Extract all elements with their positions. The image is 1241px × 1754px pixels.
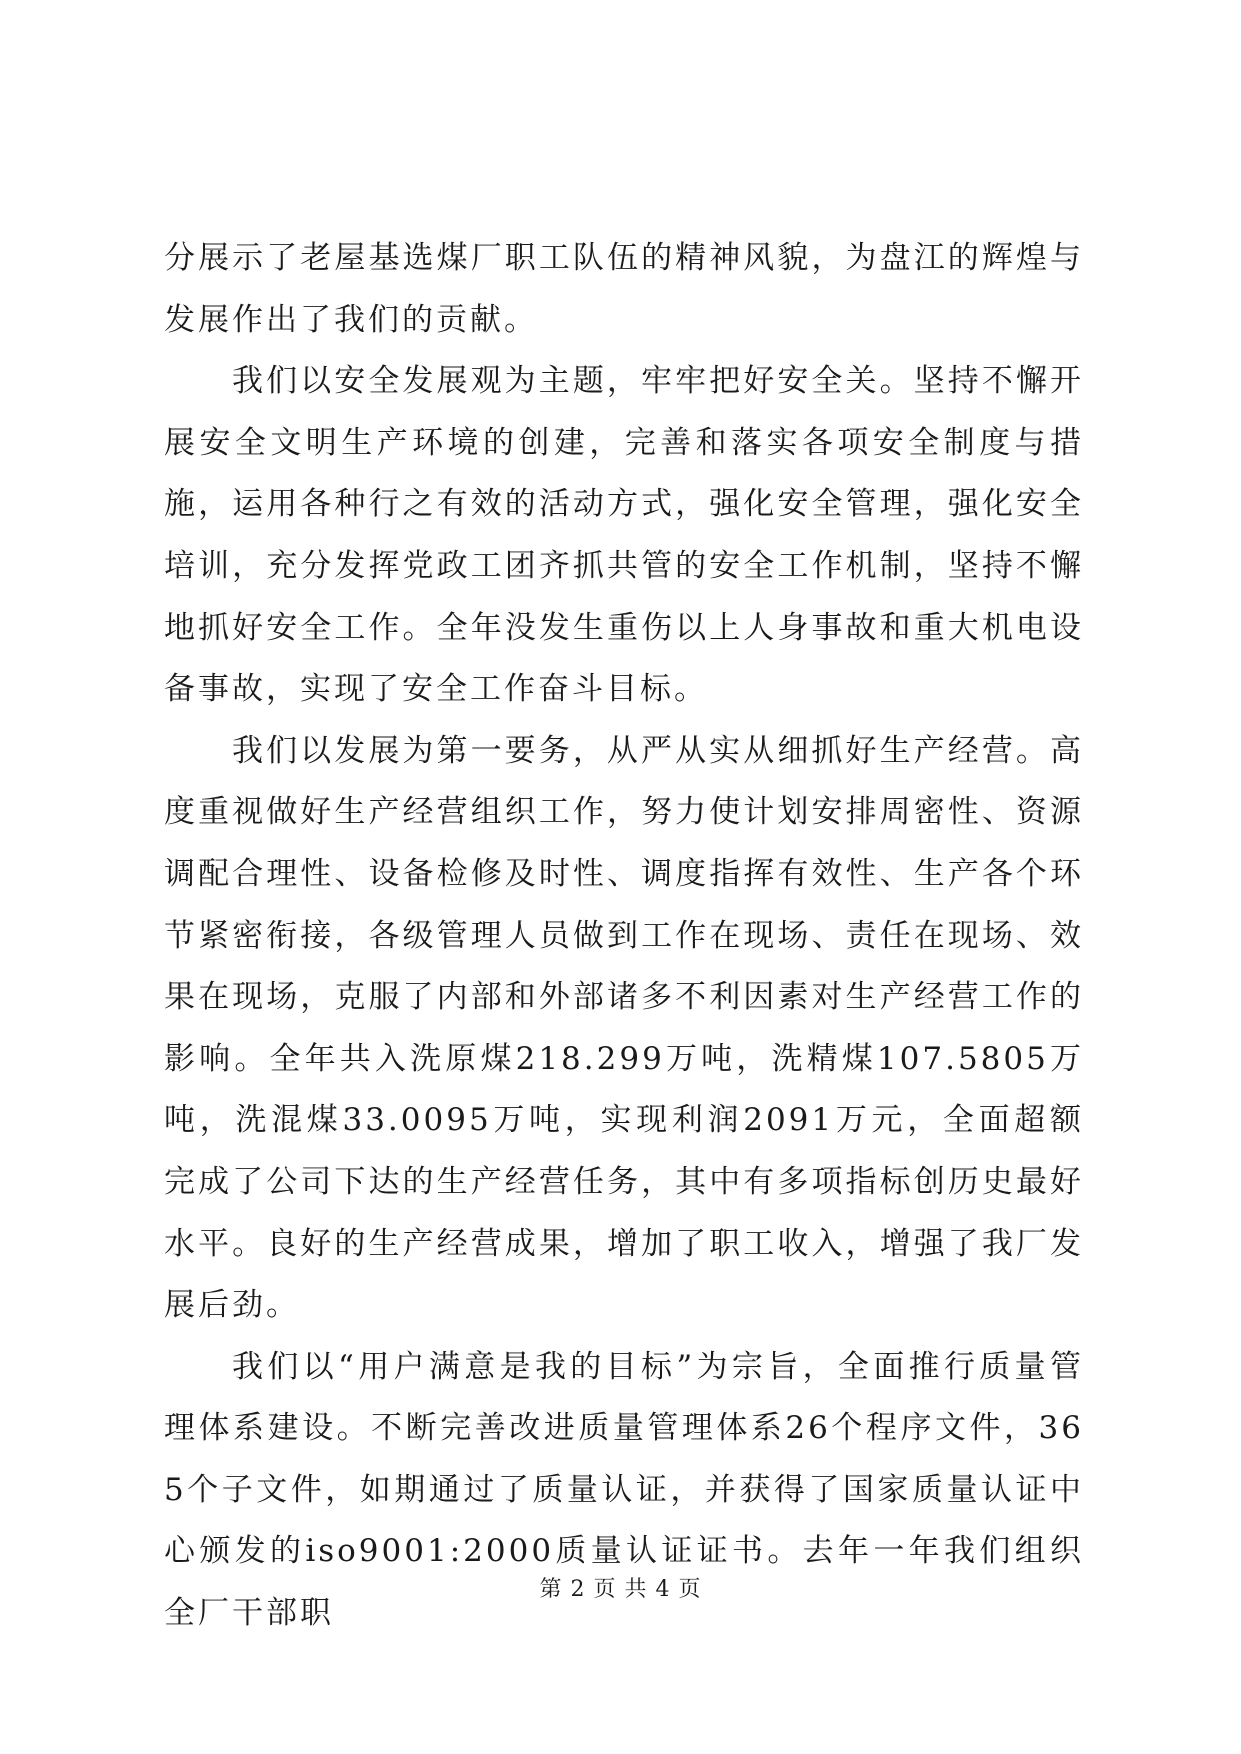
page-footer: 第 2 页 共 4 页 — [539, 1577, 702, 1602]
paragraph-4: 我们以“用户满意是我的目标”为宗旨，全面推行质量管理体系建设。不断完善改进质量管理体系26个程序文件，365个子文件，如期通过了质量认证，并获得了国家质量认证中心颁发的iso9001:2000质量认证证书。去年一年我们组织全厂干部职 — [164, 1348, 1084, 1632]
paragraph-2: 我们以安全发展观为主题，牢牢把好安全关。坚持不懈开展安全文明生产环境的创建，完善和落实各项安全制度与措施，运用各种行之有效的活动方式，强化安全管理，强化安全培训，充分发挥党政工团齐抓共管的安全工作机制，坚持不懈地抓好安全工作。全年没发生重伤以上人身事故和重大机电设备事故，实现了安全工作奋斗目标。 — [164, 363, 1084, 708]
document-body — [164, 228, 1084, 1645]
paragraph-1: 分展示了老屋基选煤厂职工队伍的精神风貌，为盘江的辉煌与发展作出了我们的贡献。 — [164, 240, 1084, 338]
paragraph-3: 我们以发展为第一要务，从严从实从细抓好生产经营。高度重视做好生产经营组织工作，努力使计划安排周密性、资源调配合理性、设备检修及时性、调度指挥有效性、生产各个环节紧密衔接，各级管理人员做到工作在现场、责任在现场、效果在现场，克服了内部和外部诸多不利因素对生产经营工作的影响。全年共入洗原煤218.299万吨，洗精煤107.5805万吨，洗混煤33.0095万吨，实现利润2091万元，全面超额完成了公司下达的生产经营任务，其中有多项指标创历史最好水平。良好的生产经营成果，增加了职工收入，增强了我厂发展后劲。 — [164, 732, 1084, 1324]
